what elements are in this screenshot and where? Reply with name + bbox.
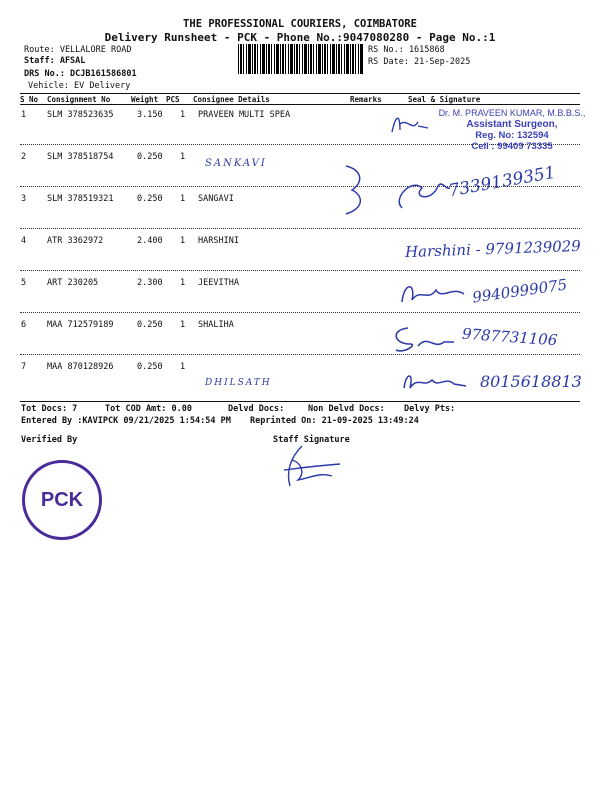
seal-designation: Assistant Surgeon,: [466, 119, 558, 130]
entered-by: Entered By :KAVIPCK 09/21/2025 1:54:54 PM: [21, 416, 231, 426]
staff-signature-label: Staff Signature: [273, 435, 350, 445]
total-docs: Tot Docs: 7: [21, 404, 78, 414]
row-consignee: HARSHINI: [198, 236, 239, 246]
handwritten-name-row7: DHILSATH: [205, 378, 272, 388]
row-pcs: 1: [180, 320, 186, 330]
row-consignment: ATR 3362972: [47, 236, 104, 246]
row-weight: 0.250: [137, 152, 163, 162]
row-divider: [20, 354, 580, 355]
company-title: THE PROFESSIONAL COURIERS, COIMBATORE: [183, 18, 417, 30]
pck-stamp: [22, 460, 102, 540]
delivered-docs: Delvd Docs:: [228, 404, 285, 414]
route-label: Route: VELLALORE ROAD: [24, 45, 132, 55]
delivery-points: Delvy Pts:: [404, 404, 456, 414]
rs-no: RS No.: 1615868: [368, 45, 445, 55]
row-sno: 7: [21, 362, 27, 372]
row-divider: [20, 228, 580, 229]
col-consignment: Consignment No: [47, 95, 111, 104]
row-divider: [20, 270, 580, 271]
doctor-seal: [432, 108, 592, 154]
rs-date: RS Date: 21-Sep-2025: [368, 57, 471, 67]
row-weight: 2.300: [137, 278, 163, 288]
handwritten-row7: 8015618813: [480, 372, 582, 391]
runsheet-subtitle: Delivery Runsheet - PCK - Phone No.:9047080280 - Page No.:1: [104, 31, 496, 44]
signature-row7: [398, 366, 470, 396]
row-consignee: PRAVEEN MULTI SPEA: [198, 110, 291, 120]
col-seal: Seal & Signature: [408, 95, 481, 104]
drs-label: DRS No.: DCJB161586801: [24, 69, 137, 79]
row-sno: 6: [21, 320, 27, 330]
col-weight: Weight: [131, 95, 159, 104]
row-weight: 0.250: [137, 194, 163, 204]
row-consignment: SLM 378519321: [47, 194, 114, 204]
row-pcs: 1: [180, 236, 186, 246]
row-pcs: 1: [180, 194, 186, 204]
verified-by: Verified By: [21, 435, 78, 445]
row-divider: [20, 312, 580, 313]
table-top-rule: [20, 93, 580, 94]
row-consignee: SHALIHA: [198, 320, 234, 330]
non-delivered-docs: Non Delvd Docs:: [308, 404, 385, 414]
staff-label: Staff: AFSAL: [24, 56, 86, 66]
row-consignee: JEEVITHA: [198, 278, 239, 288]
total-cod: Tot COD Amt: 0.00: [105, 404, 192, 414]
seal-cell: Cell : 99409 73335: [471, 141, 553, 152]
row-consignment: MAA 870128926: [47, 362, 114, 372]
row-consignment: MAA 712579189: [47, 320, 114, 330]
staff-signature: [280, 442, 350, 490]
row-weight: 0.250: [137, 320, 163, 330]
brace-mark: [340, 160, 380, 220]
seal-reg-no: Reg. No: 132594: [475, 130, 549, 141]
row-consignment: SLM 378518754: [47, 152, 114, 162]
handwritten-row3: 7339139351: [447, 162, 558, 202]
row-sno: 1: [21, 110, 27, 120]
seal-doctor-name: Dr. M. PRAVEEN KUMAR, M.B.B.S.,: [438, 108, 586, 118]
row-pcs: 1: [180, 152, 186, 162]
row-weight: 0.250: [137, 362, 163, 372]
barcode: [238, 44, 364, 74]
row-sno: 2: [21, 152, 27, 162]
row-consignment: ART 230205: [47, 278, 99, 288]
col-consignee: Consignee Details: [193, 95, 270, 104]
table-bottom-rule: [20, 401, 580, 402]
row-pcs: 1: [180, 278, 186, 288]
stamp-text: PCK: [40, 488, 84, 511]
handwritten-name-row2: SANKAVI: [205, 158, 267, 169]
vehicle-label: Vehicle: EV Delivery: [28, 81, 131, 91]
row-sno: 4: [21, 236, 27, 246]
signature-row3: [392, 168, 452, 218]
handwritten-row4: Harshini - 9791239029: [404, 236, 582, 262]
row-weight: 2.400: [137, 236, 163, 246]
col-sno: S No: [20, 95, 39, 104]
table-header-rule: [20, 104, 580, 105]
handwritten-row6: 9787731106: [461, 324, 558, 350]
row-consignee: SANGAVI: [198, 194, 234, 204]
signature-row5: [398, 278, 468, 312]
row-weight: 3.150: [137, 110, 163, 120]
row-pcs: 1: [180, 362, 186, 372]
row-consignment: SLM 378523635: [47, 110, 114, 120]
signature-row6: [388, 320, 458, 356]
col-pcs: PCS: [166, 95, 180, 104]
handwritten-row5: 9940999075: [471, 275, 569, 307]
row-pcs: 1: [180, 110, 186, 120]
row-sno: 5: [21, 278, 27, 288]
row-sno: 3: [21, 194, 27, 204]
reprinted-on: Reprinted On: 21-09-2025 13:49:24: [250, 416, 419, 426]
signature-row1: [388, 110, 432, 140]
col-remarks: Remarks: [350, 95, 382, 104]
